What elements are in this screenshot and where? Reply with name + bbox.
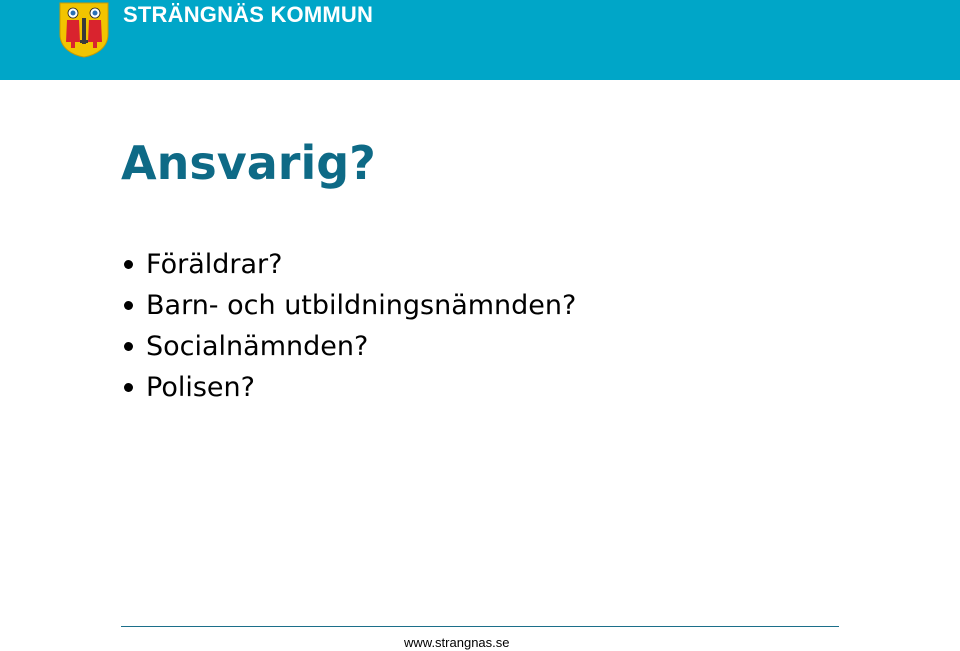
footer-divider [121, 626, 839, 627]
bullet-item [122, 326, 576, 367]
bullet-dot-icon [124, 342, 133, 351]
bullet-text: Barn- och utbildningsnämnden? [146, 290, 577, 321]
bullet-list [122, 244, 576, 408]
bullet-dot-icon [124, 383, 133, 392]
bullet-text: Polisen? [146, 372, 255, 403]
bullet-text: Föräldrar? [146, 249, 283, 280]
bullet-dot-icon [124, 301, 133, 310]
bullet-dot-icon [124, 260, 133, 269]
slide-title: Ansvarig? [121, 136, 376, 190]
header-bar [0, 0, 960, 80]
organization-name: STRÄNGNÄS KOMMUN [123, 2, 374, 27]
bullet-text: Socialnämnden? [146, 331, 369, 362]
strangnas-crest-icon [59, 2, 109, 58]
footer-website-link[interactable]: www.strangnas.se [404, 635, 510, 650]
bullet-item [122, 285, 576, 326]
bullet-item [122, 367, 576, 408]
bullet-item [122, 244, 576, 285]
